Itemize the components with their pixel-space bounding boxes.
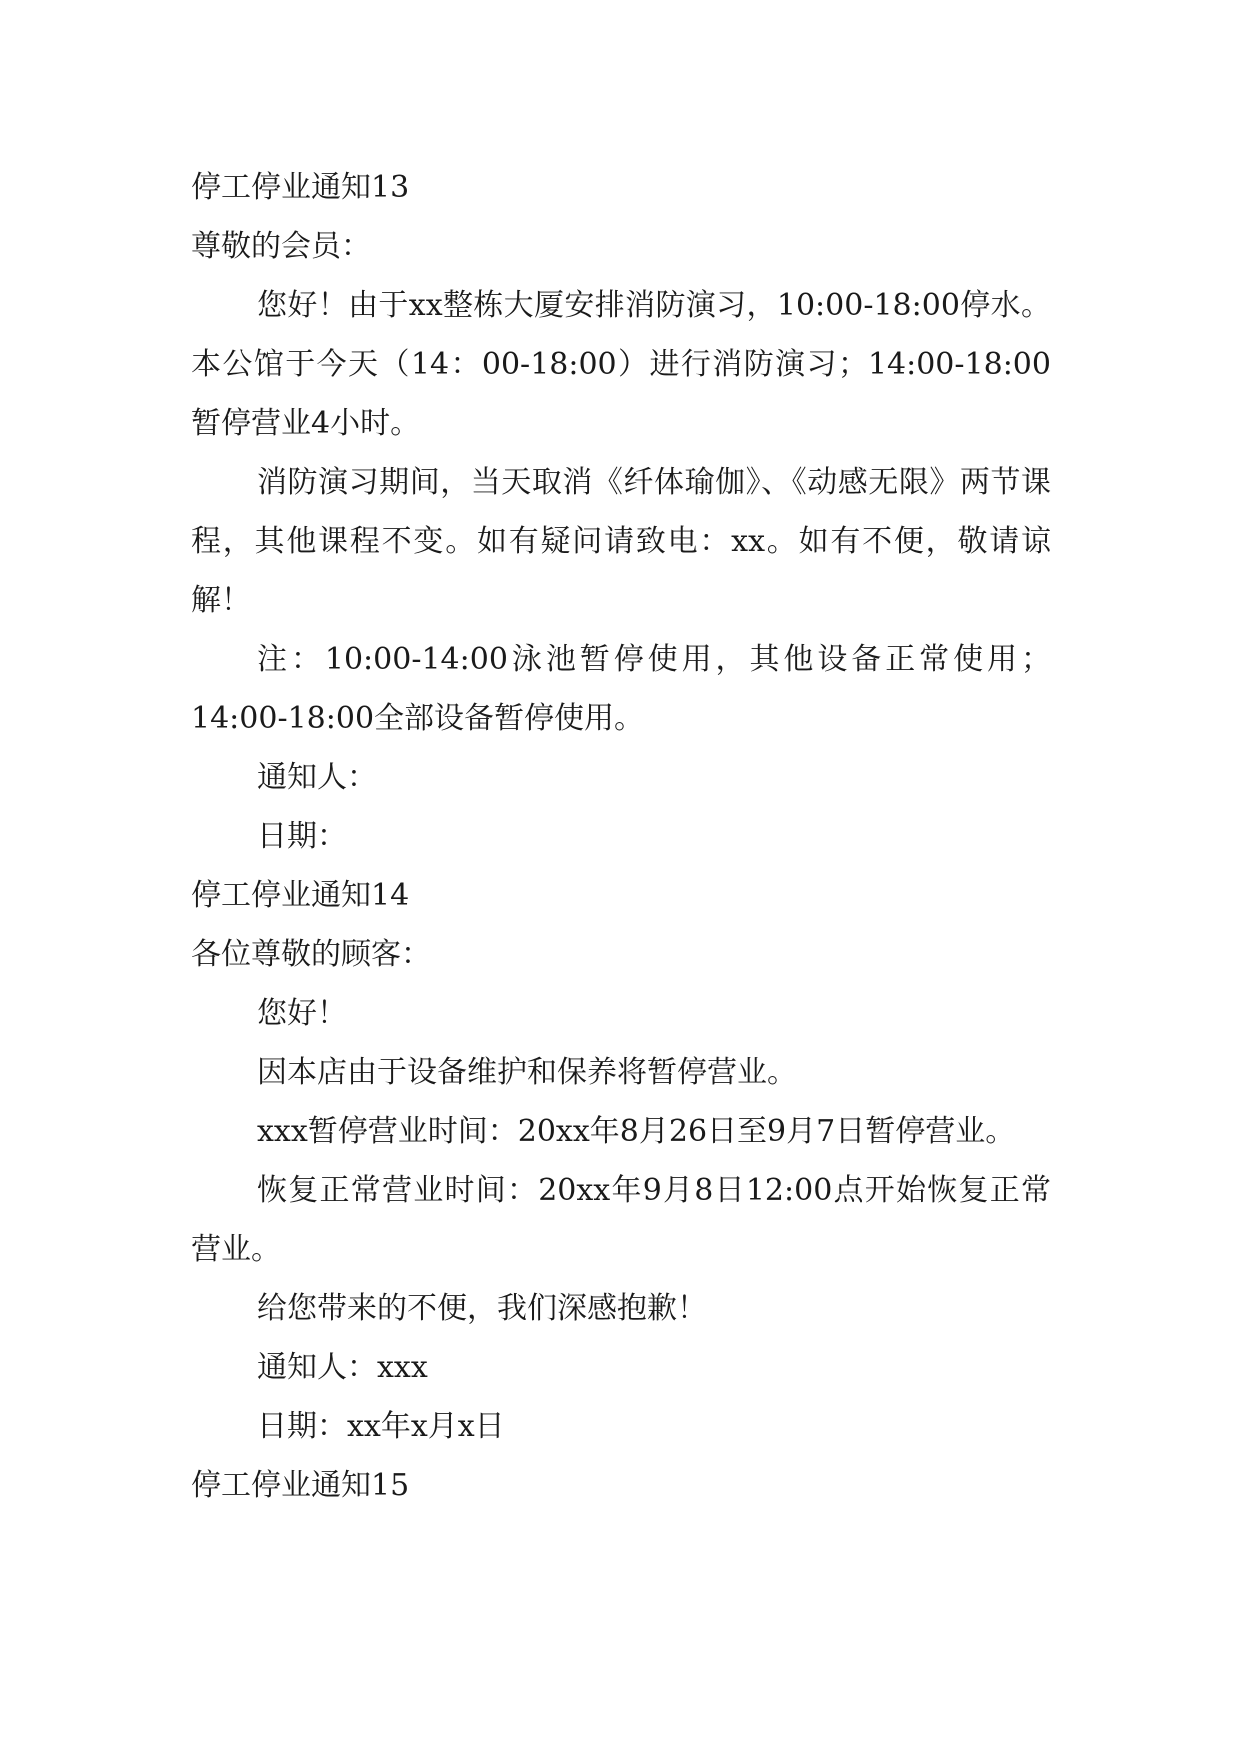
notice-13-title: 停工停业通知13 bbox=[191, 170, 410, 205]
notice-13-paragraph-3: 注：10:00-14:00泳池暂停使用，其他设备正常使用；14:00-18:00全部设备暂停使用。 bbox=[191, 642, 1051, 736]
notice-14-paragraph-2: xxx暂停营业时间：20xx年8月26日至9月7日暂停营业。 bbox=[257, 1114, 1016, 1149]
notice-13-paragraph-1: 您好！由于xx整栋大厦安排消防演习，10:00-18:00停水。本公馆于今天（14：00-18:00）进行消防演习；14:00-18:00暂停营业4小时。 bbox=[191, 288, 1051, 441]
notice-14-greeting: 您好！ bbox=[257, 996, 347, 1031]
notice-14-paragraph-4: 给您带来的不便，我们深感抱歉！ bbox=[257, 1291, 707, 1326]
notice-13-date: 日期： bbox=[257, 819, 347, 854]
notice-15-title: 停工停业通知15 bbox=[191, 1468, 410, 1503]
notice-13-salutation: 尊敬的会员： bbox=[191, 229, 371, 264]
notice-14-notifier: 通知人：xxx bbox=[257, 1350, 428, 1385]
document-body bbox=[191, 158, 1051, 1515]
notice-13-paragraph-2: 消防演习期间，当天取消《纤体瑜伽》、《动感无限》两节课程，其他课程不变。如有疑问请致电：xx。如有不便，敬请谅解！ bbox=[191, 465, 1051, 618]
notice-14-date: 日期：xx年x月x日 bbox=[257, 1409, 505, 1444]
notice-14-paragraph-3: 恢复正常营业时间：20xx年9月8日12:00点开始恢复正常营业。 bbox=[191, 1173, 1051, 1267]
notice-14-paragraph-1: 因本店由于设备维护和保养将暂停营业。 bbox=[257, 1055, 797, 1090]
notice-14-salutation: 各位尊敬的顾客： bbox=[191, 937, 431, 972]
notice-14-title: 停工停业通知14 bbox=[191, 878, 410, 913]
notice-13-notifier: 通知人： bbox=[257, 760, 377, 795]
